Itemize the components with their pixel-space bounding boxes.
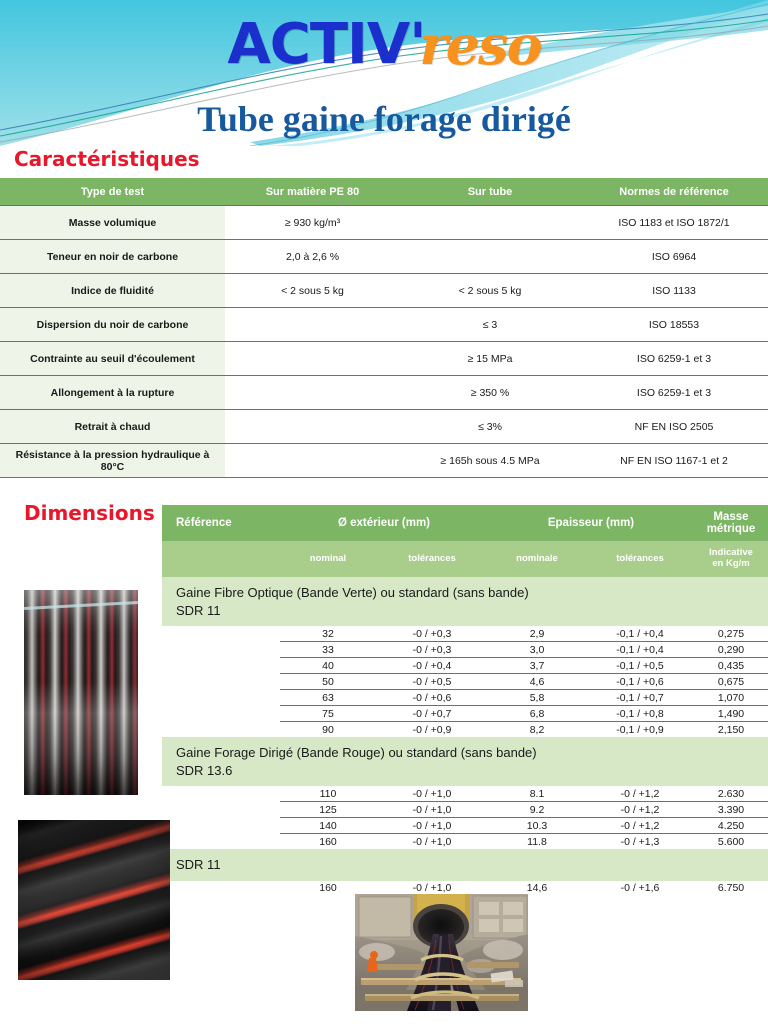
cell-norme-reference: ISO 1183 et ISO 1872/1 <box>580 206 768 240</box>
table-row <box>162 722 768 738</box>
cell-reference-blank <box>162 706 280 722</box>
cell-epaisseur-tolerances: -0,1 / +0,4 <box>586 642 694 658</box>
table-row <box>0 240 768 274</box>
col-header-type-de-test: Type de test <box>0 178 225 206</box>
cell-sur-tube: ≥ 165h sous 4.5 MPa <box>400 444 580 478</box>
subcol-header-diam-nominal: nominal <box>280 541 376 577</box>
cell-reference-blank <box>162 674 280 690</box>
cell-sur-tube: ≤ 3% <box>400 410 580 444</box>
col-header-epaisseur: Epaisseur (mm) <box>488 505 694 541</box>
subcol-header-reference-blank <box>162 541 280 577</box>
cell-masse-metrique: 0,675 <box>694 674 768 690</box>
section-label-caracteristiques: Caractéristiques <box>14 147 200 171</box>
table-row <box>162 642 768 658</box>
cell-epaisseur-tolerances: -0,1 / +0,4 <box>586 626 694 642</box>
cell-sur-matiere-pe80 <box>225 376 400 410</box>
section-band-line1: Gaine Forage Dirigé (Bande Rouge) ou standard (sans bande) <box>176 745 537 761</box>
cell-masse-metrique: 3.390 <box>694 802 768 818</box>
cell-sur-tube <box>400 206 580 240</box>
cell-sur-matiere-pe80: < 2 sous 5 kg <box>225 274 400 308</box>
brand-logo <box>0 12 768 77</box>
cell-diam-nominal: 33 <box>280 642 376 658</box>
dimensions-section-band <box>162 737 768 786</box>
cell-diam-nominal: 40 <box>280 658 376 674</box>
cell-diam-tolerances: -0 / +1,0 <box>376 818 488 834</box>
cell-reference-blank <box>162 786 280 802</box>
cell-diam-nominal: 32 <box>280 626 376 642</box>
cell-reference-blank <box>162 626 280 642</box>
cell-norme-reference: NF EN ISO 2505 <box>580 410 768 444</box>
cell-epaisseur-nominale: 14,6 <box>488 881 586 896</box>
cell-sur-matiere-pe80 <box>225 444 400 478</box>
cell-diam-tolerances: -0 / +0,6 <box>376 690 488 706</box>
cell-diam-tolerances: -0 / +0,5 <box>376 674 488 690</box>
cell-sur-tube <box>400 240 580 274</box>
col-header-normes: Normes de référence <box>580 178 768 206</box>
cell-test-name: Contrainte au seuil d'écoulement <box>0 342 225 376</box>
cell-reference-blank <box>162 642 280 658</box>
cell-diam-tolerances: -0 / +1,0 <box>376 786 488 802</box>
cell-norme-reference: ISO 1133 <box>580 274 768 308</box>
cell-epaisseur-tolerances: -0,1 / +0,6 <box>586 674 694 690</box>
cell-test-name: Indice de fluidité <box>0 274 225 308</box>
cell-test-name: Teneur en noir de carbone <box>0 240 225 274</box>
section-band-line2: SDR 13.6 <box>176 762 233 778</box>
cell-sur-matiere-pe80 <box>225 308 400 342</box>
cell-sur-tube: ≥ 350 % <box>400 376 580 410</box>
cell-reference-blank <box>162 802 280 818</box>
cell-epaisseur-tolerances: -0 / +1,2 <box>586 802 694 818</box>
masse-subhead-line-2: en Kg/m <box>712 558 750 569</box>
page-title: Tube gaine forage dirigé <box>197 99 571 139</box>
section-band-label <box>162 577 768 626</box>
cell-sur-tube: < 2 sous 5 kg <box>400 274 580 308</box>
table-row <box>162 818 768 834</box>
section-band-line1: Gaine Fibre Optique (Bande Verte) ou standard (sans bande) <box>176 585 529 600</box>
cell-test-name: Masse volumique <box>0 206 225 240</box>
cell-diam-tolerances: -0 / +0,4 <box>376 658 488 674</box>
subcol-header-ep-tolerances: tolérances <box>586 541 694 577</box>
table-row <box>0 376 768 410</box>
site-photo-graphic <box>355 894 528 1011</box>
header-banner <box>0 0 768 146</box>
cell-reference-blank <box>162 722 280 738</box>
cell-masse-metrique: 1,070 <box>694 690 768 706</box>
cell-diam-tolerances: -0 / +1,0 <box>376 802 488 818</box>
cell-sur-matiere-pe80 <box>225 342 400 376</box>
cell-diam-nominal: 160 <box>280 881 376 896</box>
cell-masse-metrique: 1,490 <box>694 706 768 722</box>
subcol-header-masse-indicative <box>694 541 768 577</box>
cell-reference-blank <box>162 690 280 706</box>
cell-masse-metrique: 0,275 <box>694 626 768 642</box>
cell-sur-matiere-pe80 <box>225 410 400 444</box>
table-row <box>162 802 768 818</box>
table-header-row <box>0 178 768 206</box>
cell-diam-nominal: 63 <box>280 690 376 706</box>
cell-epaisseur-tolerances: -0,1 / +0,5 <box>586 658 694 674</box>
table-row <box>0 308 768 342</box>
cell-epaisseur-nominale: 5,8 <box>488 690 586 706</box>
cell-epaisseur-tolerances: -0 / +1,2 <box>586 818 694 834</box>
cell-diam-nominal: 125 <box>280 802 376 818</box>
masse-subhead-line-1: Indicative <box>709 547 753 559</box>
dimensions-section-band <box>162 849 768 881</box>
table-row <box>0 342 768 376</box>
col-header-diametre-exterieur: Ø extérieur (mm) <box>280 505 488 541</box>
directional-drilling-site-photo <box>355 894 528 1011</box>
cell-epaisseur-nominale: 8,2 <box>488 722 586 738</box>
col-header-reference: Référence <box>162 505 280 541</box>
cell-epaisseur-nominale: 8.1 <box>488 786 586 802</box>
cell-sur-tube: ≤ 3 <box>400 308 580 342</box>
cell-diam-tolerances: -0 / +1,0 <box>376 834 488 850</box>
table-row <box>162 626 768 642</box>
cell-diam-tolerances: -0 / +0,3 <box>376 642 488 658</box>
dimensions-sub-header-row <box>162 541 768 577</box>
section-band-line2: SDR 11 <box>176 602 221 618</box>
table-row <box>162 690 768 706</box>
table-row <box>162 834 768 850</box>
cell-masse-metrique: 2.630 <box>694 786 768 802</box>
cell-diam-tolerances: -0 / +0,3 <box>376 626 488 642</box>
table-row <box>0 274 768 308</box>
cell-epaisseur-nominale: 6,8 <box>488 706 586 722</box>
section-band-label <box>162 849 768 881</box>
cell-epaisseur-nominale: 3,7 <box>488 658 586 674</box>
caracteristiques-table <box>0 178 768 478</box>
cell-test-name: Dispersion du noir de carbone <box>0 308 225 342</box>
cell-reference-blank <box>162 818 280 834</box>
cell-epaisseur-nominale: 4,6 <box>488 674 586 690</box>
table-row <box>0 410 768 444</box>
cell-diam-tolerances: -0 / +1,0 <box>376 881 488 896</box>
cell-diam-nominal: 75 <box>280 706 376 722</box>
dimensions-section-band <box>162 577 768 626</box>
table-row <box>0 444 768 478</box>
table-row <box>162 674 768 690</box>
cell-norme-reference: ISO 6259-1 et 3 <box>580 376 768 410</box>
cell-masse-metrique: 0,435 <box>694 658 768 674</box>
cell-epaisseur-nominale: 2,9 <box>488 626 586 642</box>
section-band-label <box>162 737 768 786</box>
cell-diam-nominal: 50 <box>280 674 376 690</box>
cell-epaisseur-tolerances: -0,1 / +0,7 <box>586 690 694 706</box>
cell-masse-metrique: 6.750 <box>694 881 768 896</box>
cell-epaisseur-tolerances: -0 / +1,2 <box>586 786 694 802</box>
col-header-masse-metrique: Masse métrique <box>694 505 768 541</box>
cell-norme-reference: NF EN ISO 1167-1 et 2 <box>580 444 768 478</box>
table-row <box>0 206 768 240</box>
cell-epaisseur-tolerances: -0,1 / +0,9 <box>586 722 694 738</box>
dimensions-table <box>162 505 768 896</box>
cell-epaisseur-nominale: 3,0 <box>488 642 586 658</box>
table-row <box>162 658 768 674</box>
cell-masse-metrique: 5.600 <box>694 834 768 850</box>
cell-reference-blank <box>162 658 280 674</box>
section-label-dimensions: Dimensions <box>24 501 155 525</box>
cell-epaisseur-tolerances: -0,1 / +0,8 <box>586 706 694 722</box>
cell-masse-metrique: 0,290 <box>694 642 768 658</box>
cell-norme-reference: ISO 6964 <box>580 240 768 274</box>
cell-reference-blank <box>162 834 280 850</box>
striped-pipes-photo <box>18 820 170 980</box>
col-header-sur-tube: Sur tube <box>400 178 580 206</box>
section-band-line1: SDR 11 <box>176 857 221 873</box>
subcol-header-diam-tolerances: tolérances <box>376 541 488 577</box>
cell-norme-reference: ISO 18553 <box>580 308 768 342</box>
cell-epaisseur-tolerances: -0 / +1,3 <box>586 834 694 850</box>
cell-sur-tube: ≥ 15 MPa <box>400 342 580 376</box>
cell-masse-metrique: 2,150 <box>694 722 768 738</box>
dimensions-group-header-row <box>162 505 768 541</box>
subcol-header-ep-nominale: nominale <box>488 541 586 577</box>
cell-sur-matiere-pe80: 2,0 à 2,6 % <box>225 240 400 274</box>
cell-reference-blank <box>162 881 280 896</box>
table-row <box>162 786 768 802</box>
cell-diam-nominal: 90 <box>280 722 376 738</box>
col-header-sur-matiere: Sur matière PE 80 <box>225 178 400 206</box>
cell-sur-matiere-pe80: ≥ 930 kg/m³ <box>225 206 400 240</box>
cell-masse-metrique: 4.250 <box>694 818 768 834</box>
cell-diam-nominal: 160 <box>280 834 376 850</box>
cell-epaisseur-tolerances: -0 / +1,6 <box>586 881 694 896</box>
coiled-pipe-photo <box>24 590 138 795</box>
cell-epaisseur-nominale: 10.3 <box>488 818 586 834</box>
table-row <box>162 706 768 722</box>
cell-diam-nominal: 140 <box>280 818 376 834</box>
logo-reso-text: reso <box>419 12 541 77</box>
cell-norme-reference: ISO 6259-1 et 3 <box>580 342 768 376</box>
cell-test-name: Retrait à chaud <box>0 410 225 444</box>
cell-epaisseur-nominale: 11.8 <box>488 834 586 850</box>
cell-diam-tolerances: -0 / +0,9 <box>376 722 488 738</box>
logo-activ-text: ACTIV' <box>227 12 426 77</box>
cell-diam-nominal: 110 <box>280 786 376 802</box>
cell-test-name: Allongement à la rupture <box>0 376 225 410</box>
cell-epaisseur-nominale: 9.2 <box>488 802 586 818</box>
cell-test-name: Résistance à la pression hydraulique à 80°C <box>0 444 225 478</box>
cell-diam-tolerances: -0 / +0,7 <box>376 706 488 722</box>
